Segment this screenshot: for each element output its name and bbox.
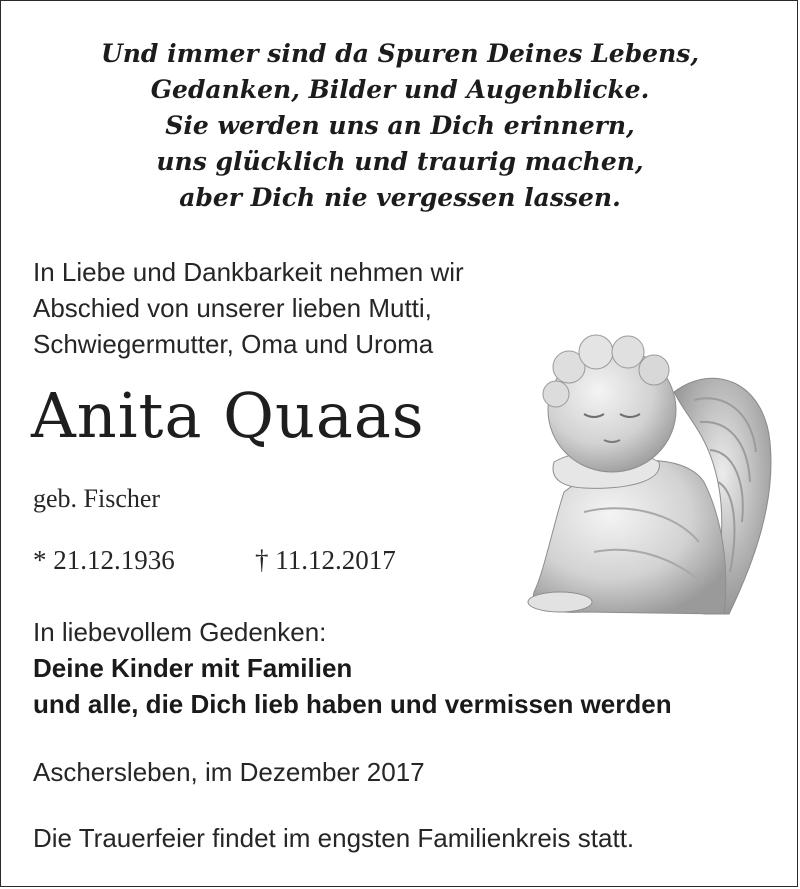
farewell-intro bbox=[33, 254, 464, 362]
verse-line: uns glücklich und traurig machen, bbox=[156, 147, 644, 176]
intro-line: Schwiegermutter, Oma und Uroma bbox=[33, 329, 434, 359]
verse-line: Sie werden uns an Dich erinnern, bbox=[165, 111, 635, 140]
intro-line: Abschied von unserer lieben Mutti, bbox=[33, 293, 432, 323]
ceremony-note: Die Trauerfeier findet im engsten Familienkreis statt. bbox=[33, 823, 635, 853]
mourners-label: In liebevollem Gedenken: bbox=[33, 617, 327, 647]
deceased-name: Anita Quaas bbox=[31, 379, 425, 452]
mourners-block bbox=[33, 614, 672, 722]
place-date: Aschersleben, im Dezember 2017 bbox=[33, 757, 425, 787]
birth-date: * 21.12.1936 bbox=[33, 545, 175, 575]
memorial-verse bbox=[0, 36, 800, 216]
verse-line: Und immer sind da Spuren Deines Lebens, bbox=[100, 39, 700, 68]
verse-line: Gedanken, Bilder und Augenblicke. bbox=[150, 75, 650, 104]
mourners-line: Deine Kinder mit Familien bbox=[33, 653, 353, 683]
death-date: † 11.12.2017 bbox=[255, 545, 396, 575]
verse-line: aber Dich nie vergessen lassen. bbox=[179, 183, 621, 212]
mourners-line: und alle, die Dich lieb haben und vermissen werden bbox=[33, 689, 672, 719]
maiden-name: geb. Fischer bbox=[33, 484, 161, 513]
sleeping-angel-figurine-image bbox=[524, 322, 776, 622]
intro-line: In Liebe und Dankbarkeit nehmen wir bbox=[33, 257, 464, 287]
life-dates bbox=[33, 543, 396, 577]
